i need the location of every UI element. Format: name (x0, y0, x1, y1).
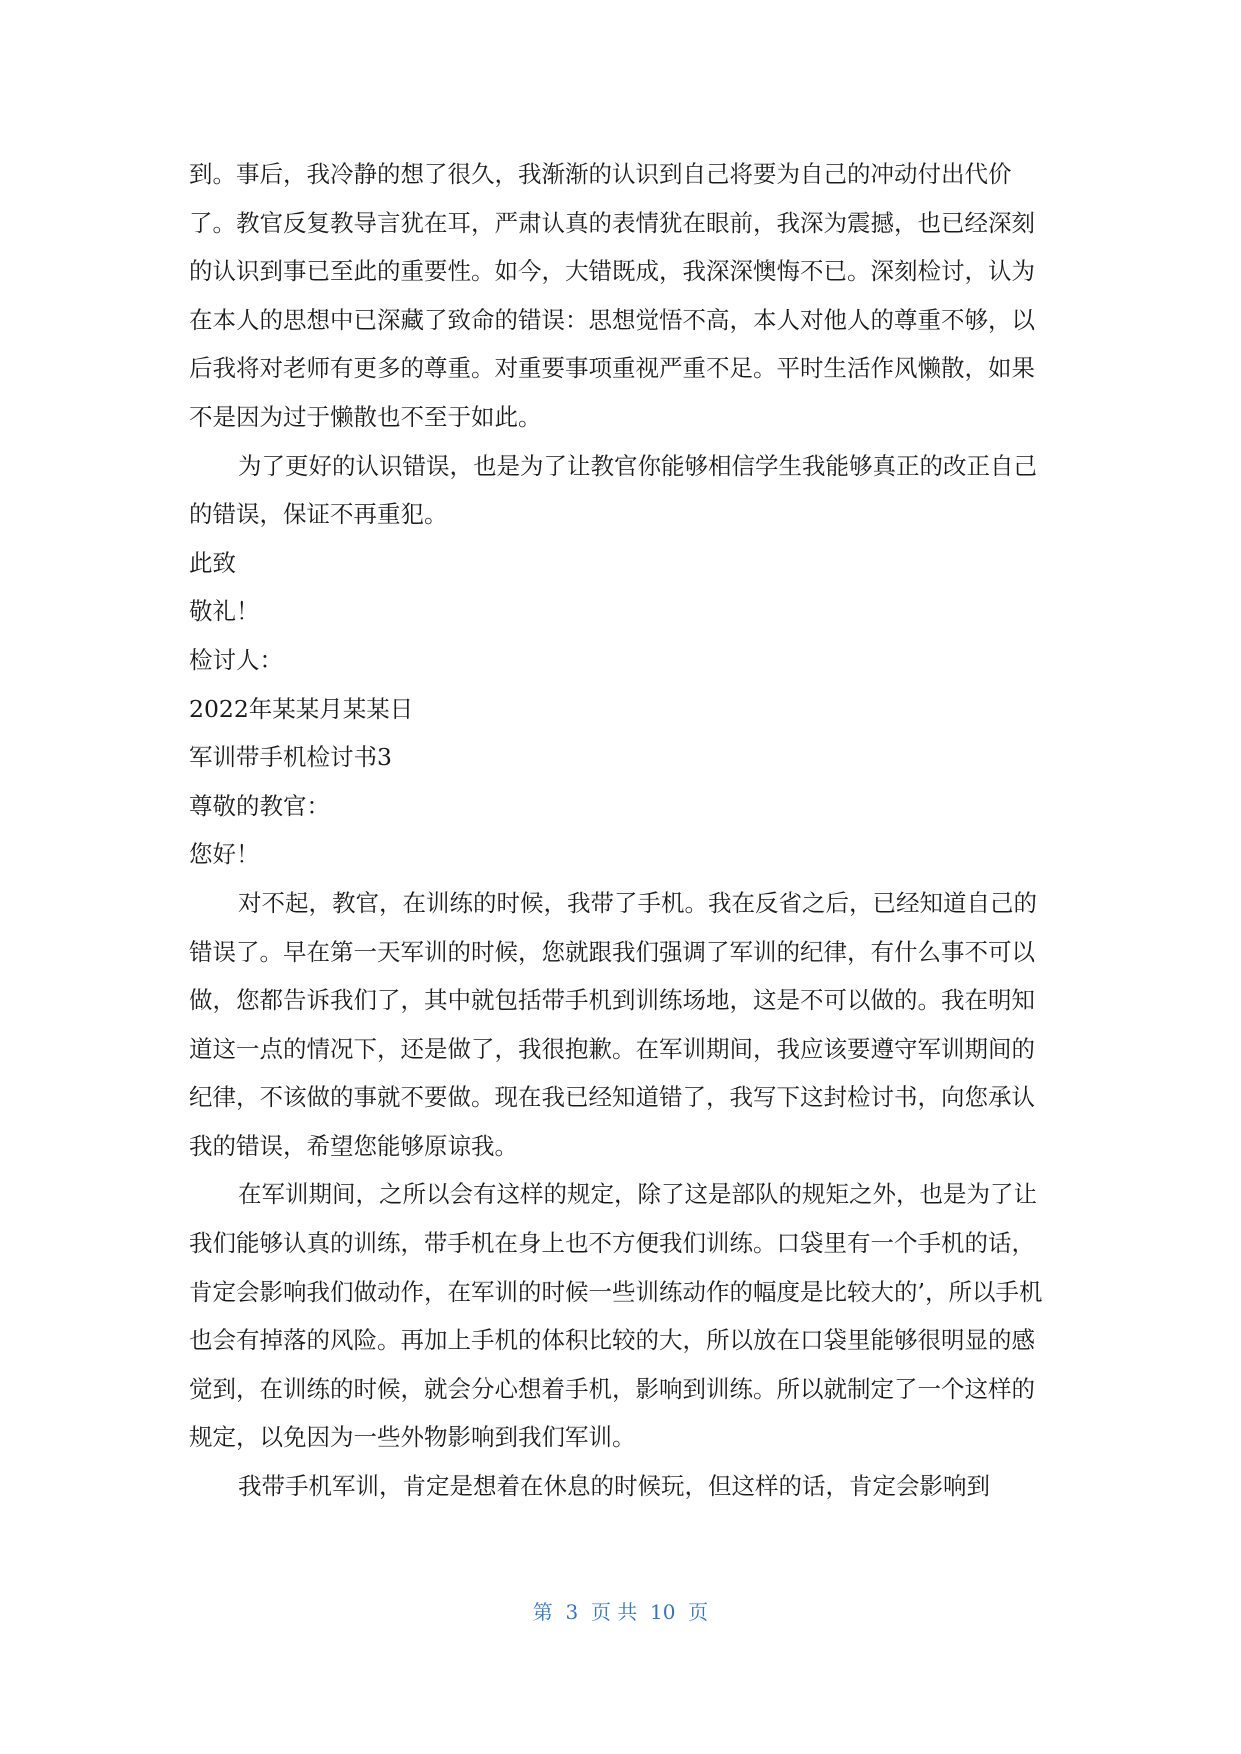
signature-label: 检讨人： (189, 645, 283, 674)
paragraph: 对不起，教官，在训练的时候，我带了手机。我在反省之后，已经知道自己的错误了。早在第一天军训的时候，您就跟我们强调了军训的纪律，有什么事不可以做，您都告诉我们了，其中就包括带手机到训练场地，这是不可以做的。我在明知道这一点的情况下，还是做了，我很抱歉。在军训期间，我应该要遵守军训期间的纪律，不该做的事就不要做。现在我已经知道错了，我写下这封检讨书，向您承认我的错误，希望您能够原谅我。 (189, 888, 1037, 1160)
date-line: 2022年某某月某某日 (189, 694, 414, 723)
salutation: 尊敬的教官： (189, 791, 330, 820)
paragraph: 我带手机军训，肯定是想着在休息的时候玩，但这样的话，肯定会影响到 (238, 1472, 990, 1501)
section-title: 军训带手机检讨书3 (189, 743, 392, 772)
paragraph: 为了更好的认识错误，也是为了让教官你能够相信学生我能够真正的改正自己的错误，保证不再重犯。 (189, 451, 1037, 529)
paragraph: 到。事后，我冷静的想了很久，我渐渐的认识到自己将要为自己的冲动付出代价了。教官反复教导言犹在耳，严肃认真的表情犹在眼前，我深为震撼，也已经深刻的认识到事已至此的重要性。如今，大错既成，我深深懊悔不已。深刻检讨，认为在本人的思想中已深藏了致命的错误：思想觉悟不高，本人对他人的尊重不够，以后我将对老师有更多的尊重。对重要事项重视严重不足。平时生活作风懒散，如果不是因为过于懒散也不至于如此。 (189, 160, 1035, 431)
paragraph: 在军训期间，之所以会有这样的规定，除了这是部队的规矩之外，也是为了让我们能够认真的训练，带手机在身上也不方便我们训练。口袋里有一个手机的话，肯定会影响我们做动作，在军训的时候一些训练动作的幅度是比较大的’，所以手机也会有掉落的风险。再加上手机的体积比较的大，所以放在口袋里能够很明显的感觉到，在训练的时候，就会分心想着手机，影响到训练。所以就制定了一个这样的规定，以免因为一些外物影响到我们军训。 (189, 1180, 1043, 1452)
document-body (189, 150, 1049, 1511)
closing-line: 此致 (189, 548, 236, 577)
greeting: 您好！ (189, 840, 260, 869)
page-number-footer: 第 3 页 共 10 页 (532, 1600, 709, 1624)
closing-salute: 敬礼！ (189, 597, 260, 626)
